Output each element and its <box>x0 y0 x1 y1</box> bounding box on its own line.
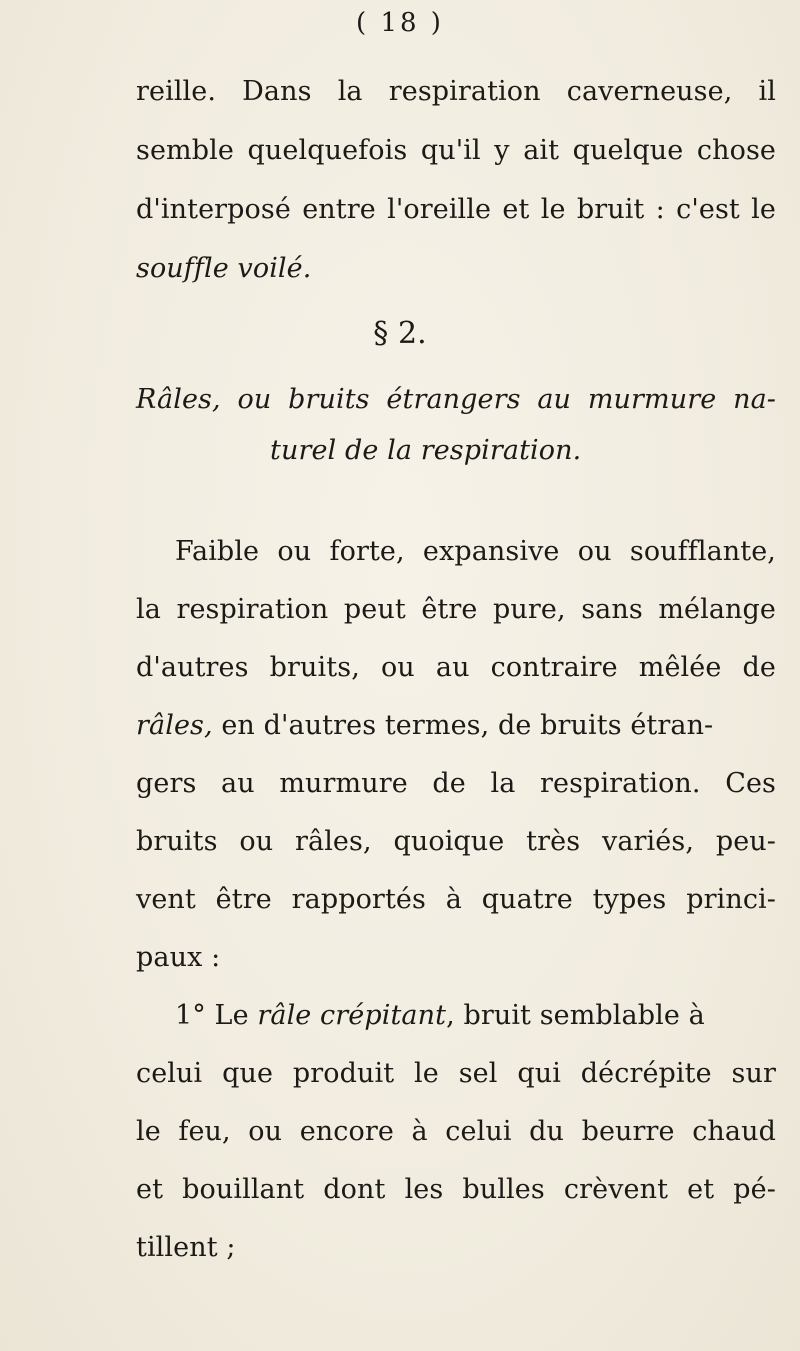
section-mark: § 2. <box>373 316 427 351</box>
italic-term: râle crépitant <box>257 1000 447 1031</box>
text-span: , bruit semblable à <box>446 1000 705 1031</box>
text-line: celui que produit le sel qui décrépite sur <box>136 1058 776 1089</box>
text-line-italic: souffle voilé. <box>136 253 312 284</box>
italic-term: râles, <box>136 710 213 741</box>
text-span: en d'autres termes, de bruits étran- <box>212 710 714 741</box>
list-item-line <box>175 996 776 1036</box>
text-line: Faible ou forte, expansive ou soufflante, <box>175 536 776 567</box>
text-line: le feu, ou encore à celui du beurre chaud <box>136 1116 776 1147</box>
text-line: reille. Dans la respiration caverneuse, il <box>136 76 776 107</box>
text-line: et bouillant dont les bulles crèvent et pé- <box>136 1174 776 1205</box>
text-line: tillent ; <box>136 1232 236 1263</box>
text-line: la respiration peut être pure, sans mélange <box>136 594 776 625</box>
text-line <box>136 706 776 746</box>
page-number: ( 18 ) <box>356 8 444 38</box>
text-line: paux : <box>136 942 221 973</box>
text-line: bruits ou râles, quoique très variés, peu- <box>136 826 776 857</box>
text-line: d'interposé entre l'oreille et le bruit : c'est le <box>136 194 776 225</box>
text-line: d'autres bruits, ou au contraire mêlée de <box>136 652 776 683</box>
text-line: vent être rapportés à quatre types princi- <box>136 884 776 915</box>
text-line: gers au murmure de la respiration. Ces <box>136 768 776 799</box>
text-span: 1° Le <box>175 1000 258 1031</box>
section-heading-line: Râles, ou bruits étrangers au murmure na- <box>136 384 776 415</box>
text-line: semble quelquefois qu'il y ait quelque chose <box>136 135 776 166</box>
section-heading-line: turel de la respiration. <box>270 435 582 466</box>
